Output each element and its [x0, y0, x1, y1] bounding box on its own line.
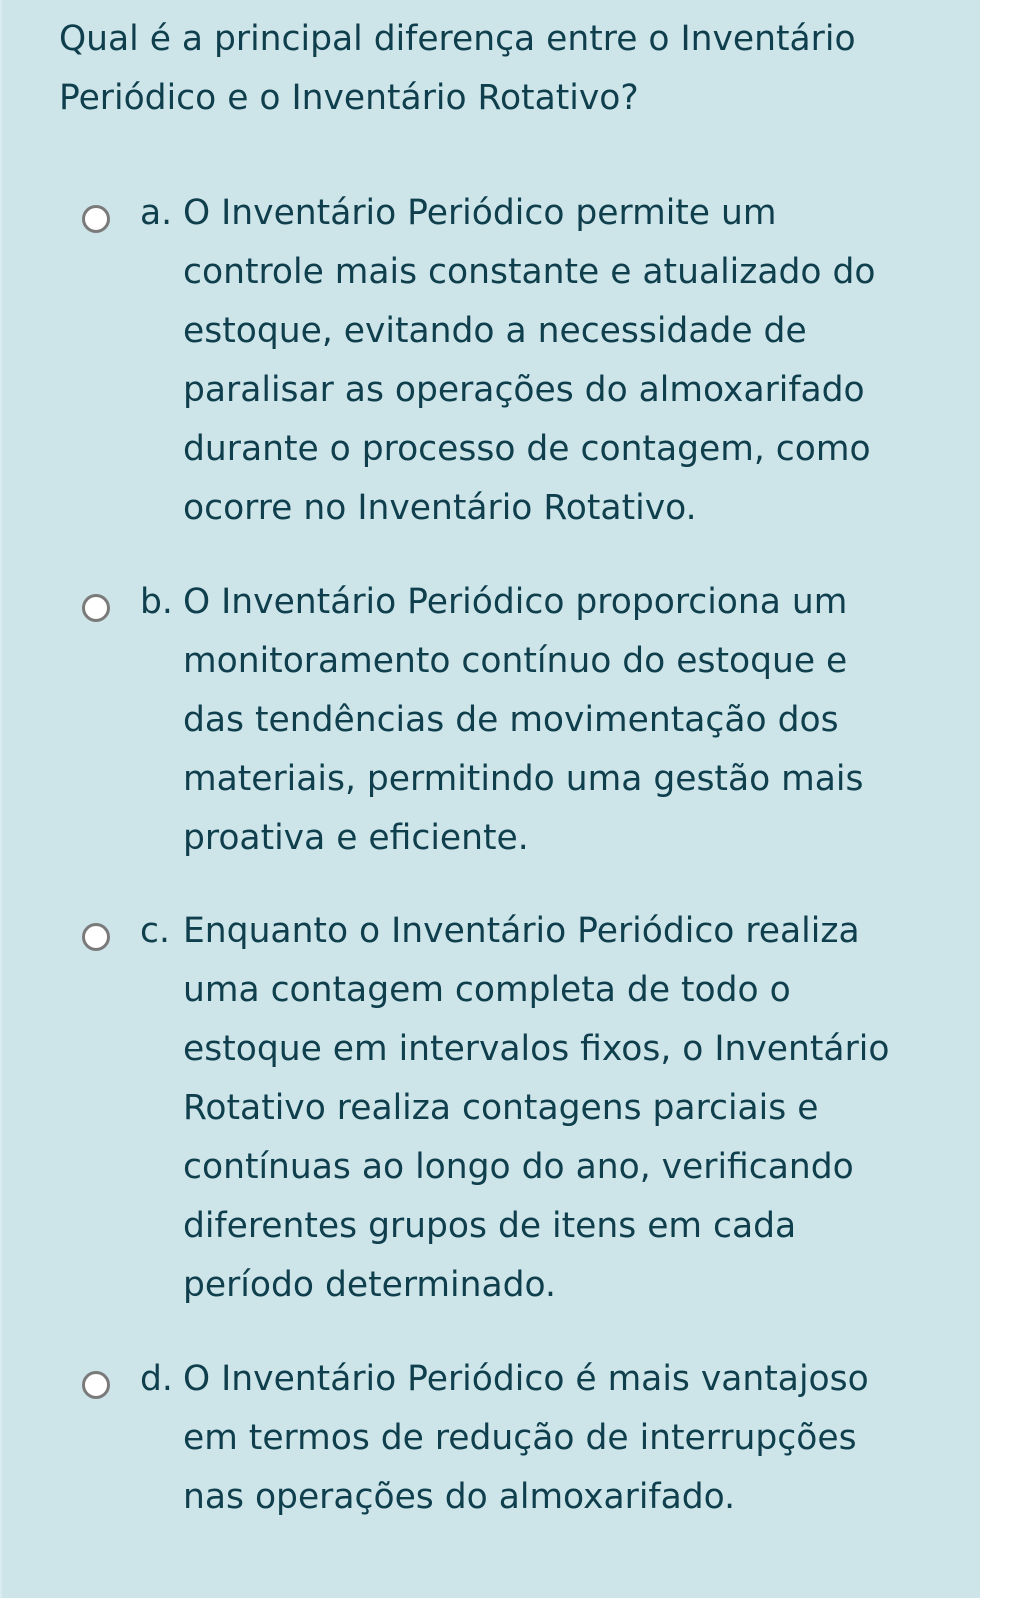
option-text-line: monitoramento contínuo do estoque e — [183, 641, 848, 681]
option-text — [183, 902, 925, 1315]
option-text-line: Rotativo realiza contagens parciais e — [183, 1088, 819, 1128]
option-text-line: controle mais constante e atualizado do — [183, 252, 876, 292]
option-text-line: estoque em intervalos fixos, o Inventário — [183, 1029, 890, 1069]
radio-button-option-c[interactable] — [82, 923, 110, 951]
option-text — [183, 184, 925, 538]
option-text-line: Enquanto o Inventário Periódico realiza — [183, 911, 860, 951]
radio-button-option-b[interactable] — [82, 594, 110, 622]
option-text-line: durante o processo de contagem, como — [183, 429, 871, 469]
option-letter: b. — [140, 582, 173, 622]
option-text — [183, 573, 925, 868]
question-text — [59, 10, 939, 128]
option-text-line: paralisar as operações do almoxarifado — [183, 370, 865, 410]
option-text-line: ocorre no Inventário Rotativo. — [183, 488, 697, 528]
option-text-line: das tendências de movimentação dos — [183, 700, 839, 740]
option-text-line: O Inventário Periódico proporciona um — [183, 582, 848, 622]
option-text-line: estoque, evitando a necessidade de — [183, 311, 807, 351]
option-letter: c. — [140, 911, 170, 951]
option-text-line: em termos de redução de interrupções — [183, 1418, 857, 1458]
option-text-line: O Inventário Periódico permite um — [183, 193, 777, 233]
radio-button-option-a[interactable] — [82, 205, 110, 233]
option-text-line: diferentes grupos de itens em cada — [183, 1206, 797, 1246]
option-text-line: materiais, permitindo uma gestão mais — [183, 759, 864, 799]
option-text-line: contínuas ao longo do ano, verificando — [183, 1147, 854, 1187]
radio-button-option-d[interactable] — [82, 1371, 110, 1399]
option-text-line: proativa e eficiente. — [183, 818, 529, 858]
option-text — [183, 1350, 925, 1527]
option-letter: a. — [140, 193, 173, 233]
question-line: Qual é a principal diferença entre o Inventário — [59, 19, 856, 59]
option-text-line: período determinado. — [183, 1265, 556, 1305]
option-text-line: nas operações do almoxarifado. — [183, 1477, 736, 1517]
option-letter: d. — [140, 1359, 173, 1399]
option-text-line: uma contagem completa de todo o — [183, 970, 791, 1010]
question-line: Periódico e o Inventário Rotativo? — [59, 78, 639, 118]
option-text-line: O Inventário Periódico é mais vantajoso — [183, 1359, 869, 1399]
